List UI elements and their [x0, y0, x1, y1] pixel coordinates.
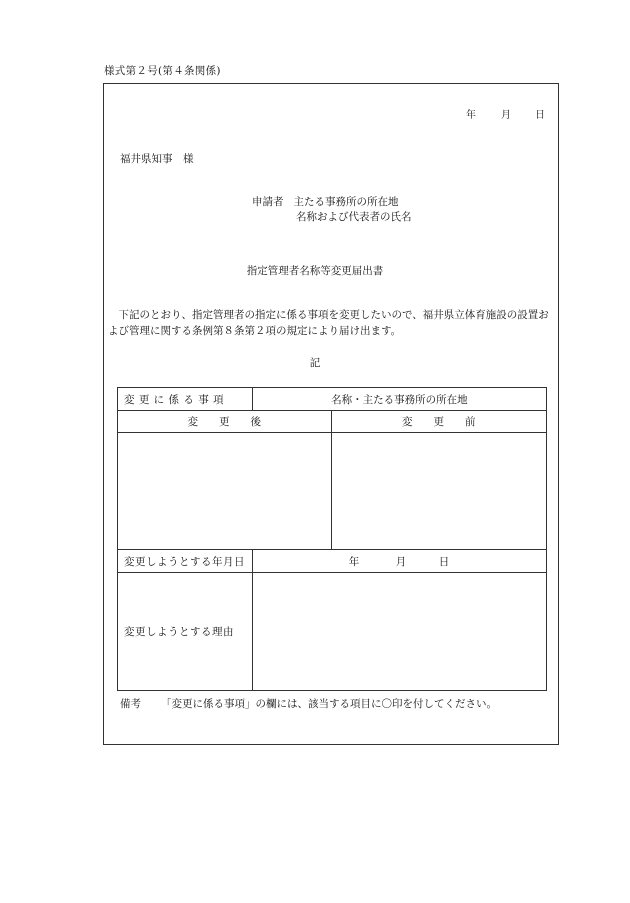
change-date-field[interactable]	[252, 550, 546, 573]
table-row	[118, 388, 547, 411]
remarks-text: 「変更に係る事項」の欄には、該当する項目に〇印を付してください。	[161, 698, 497, 710]
change-reason-field[interactable]	[252, 573, 546, 691]
addressee: 福井県知事 様	[120, 153, 194, 165]
change-date-label: 変更しようとする年月日	[118, 550, 253, 573]
before-change-field[interactable]	[331, 433, 547, 550]
applicant-name-label: 名称および代表者の氏名	[296, 211, 412, 223]
change-details-table	[117, 387, 547, 691]
after-change-field[interactable]	[118, 433, 332, 550]
applicant-label: 申請者	[252, 196, 284, 208]
change-item-label: 変 更 に 係 る 事 項	[118, 388, 253, 411]
change-date-year: 年	[348, 556, 360, 568]
table-row	[118, 573, 547, 691]
date-day-label: 日	[535, 110, 545, 121]
applicant-address-label: 主たる事務所の所在地	[293, 196, 399, 208]
change-date-month: 月	[395, 556, 407, 568]
body-paragraph: 下記のとおり、指定管理者の指定に係る事項を変更したいので、福井県立体育施設の設置および管理に関する条例第８条第２項の規定により届け出ます。	[108, 309, 549, 337]
table-row	[118, 433, 547, 550]
applicant-block	[252, 194, 399, 209]
date-year-label: 年	[466, 110, 476, 121]
document-title: 指定管理者名称等変更届出書	[246, 265, 384, 277]
change-date-day: 日	[438, 556, 450, 568]
change-item-value[interactable]: 名称・主たる事務所の所在地	[252, 388, 546, 411]
form-number-label: 様式第２号(第４条関係)	[104, 65, 221, 77]
change-reason-label: 変更しようとする理由	[118, 573, 253, 691]
date-month-label: 月	[501, 110, 511, 121]
table-row	[118, 411, 547, 433]
before-change-header: 変 更 前	[331, 411, 547, 433]
ki-heading: 記	[309, 357, 321, 369]
after-change-header: 変 更 後	[118, 411, 332, 433]
table-row	[118, 550, 547, 573]
remarks	[120, 696, 497, 711]
remarks-label: 備考	[120, 698, 141, 710]
